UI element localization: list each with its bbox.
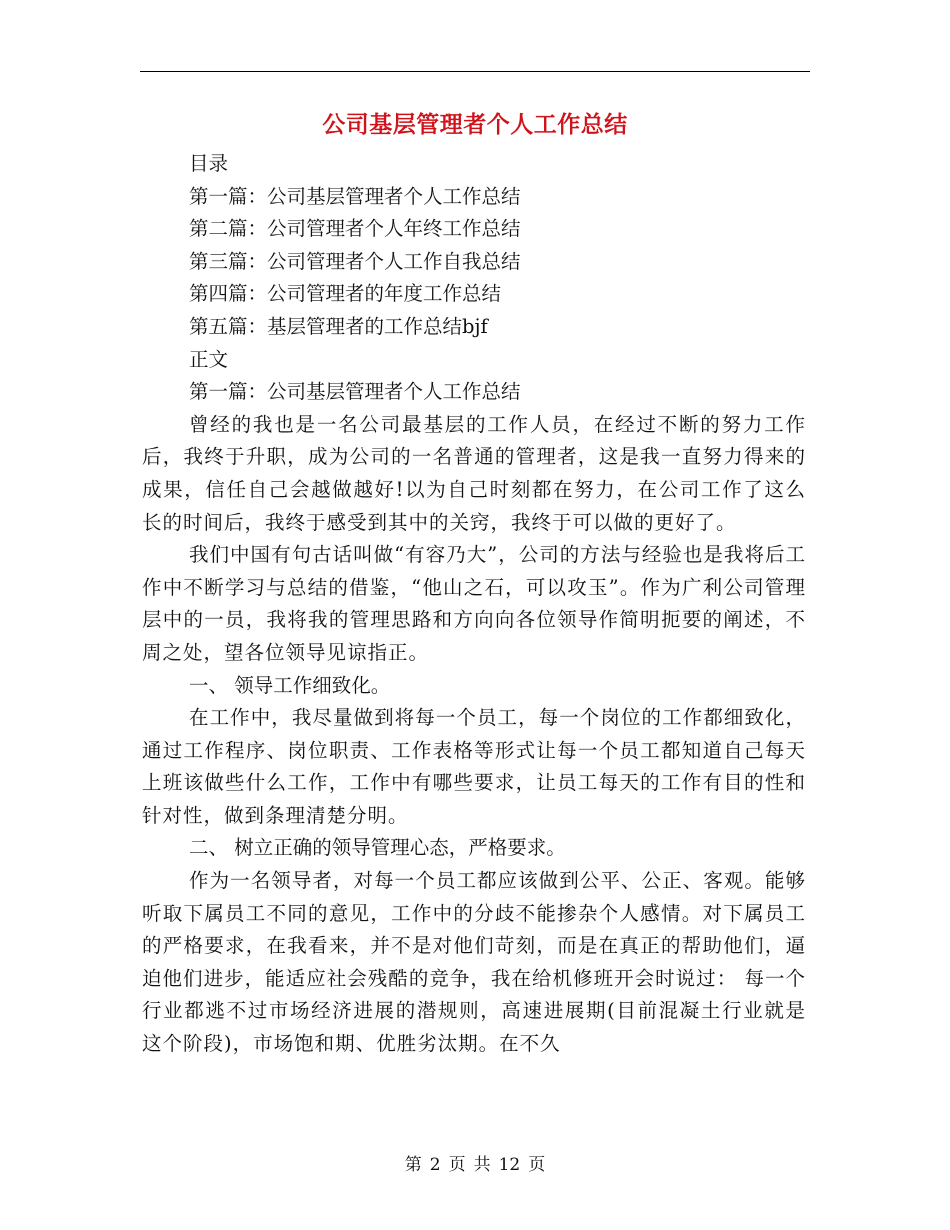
toc-item-2: 第二篇：公司管理者个人年终工作总结	[189, 217, 521, 241]
section-title: 第一篇：公司基层管理者个人工作总结	[189, 380, 521, 404]
footer-page-mid: 页	[448, 1155, 466, 1175]
toc-item-4: 第四篇：公司管理者的年度工作总结	[189, 282, 502, 306]
document-body	[142, 148, 806, 1061]
footer-total-prefix: 共	[473, 1155, 491, 1175]
toc-item-1: 第一篇：公司基层管理者个人工作总结	[189, 184, 521, 208]
point-1-heading: 一、 领导工作细致化。	[189, 673, 391, 697]
point-2-heading: 二、 树立正确的领导管理心态，严格要求。	[189, 836, 566, 860]
toc-heading: 目录	[189, 152, 229, 175]
document-title: 公司基层管理者个人工作总结	[322, 112, 628, 138]
toc-item-3: 第三篇：公司管理者个人工作自我总结	[189, 249, 521, 273]
footer-page-prefix: 第	[404, 1155, 422, 1175]
footer-current-page: 2	[429, 1155, 441, 1175]
footer-total-suffix: 页	[528, 1155, 546, 1175]
footer-total-pages: 12	[498, 1155, 521, 1175]
page-footer	[0, 1153, 950, 1177]
paragraph-1: 曾经的我也是一名公司最基层的工作人员，在经过不断的努力工作后，我终于升职，成为公司的一名普通的管理者，这是我一直努力得来的成果，信任自己会越做越好!以为自己时刻都在努力，在公司工作了这么长的时间后，我终于感受到其中的关窍，我终于可以做的更好了。	[142, 412, 806, 534]
header-rule	[140, 71, 810, 72]
point-1-text: 在工作中，我尽量做到将每一个员工，每一个岗位的工作都细致化，通过工作程序、岗位职责、工作表格等形式让每一个员工都知道自己每天上班该做些什么工作，工作中有哪些要求，让员工每天的工作有目的性和针对性，做到条理清楚分明。	[142, 706, 806, 827]
point-2-text: 作为一名领导者，对每一个员工都应该做到公平、公正、客观。能够听取下属员工不同的意见，工作中的分歧不能掺杂个人感情。对下属员工的严格要求，在我看来，并不是对他们苛刻，而是在真正的帮助他们，逼迫他们进步，能适应社会残酷的竞争，我在给机修班开会时说过： 每一个行业都逃不过市场经济进展的潜规则，高速进展期(目前混凝土行业就是这个阶段)，市场饱和期、优胜劣汰期。在不久	[142, 869, 806, 1056]
toc-item-5: 第五篇：基层管理者的工作总结bjf	[189, 314, 488, 338]
paragraph-2: 我们中国有句古话叫做“有容乃大”，公司的方法与经验也是我将后工作中不断学习与总结的借鉴，“他山之石，可以攻玉”。作为广利公司管理层中的一员，我将我的管理思路和方向向各位领导作简明扼要的阐述，不周之处，望各位领导见谅指正。	[142, 543, 806, 664]
body-heading: 正文	[189, 347, 229, 371]
